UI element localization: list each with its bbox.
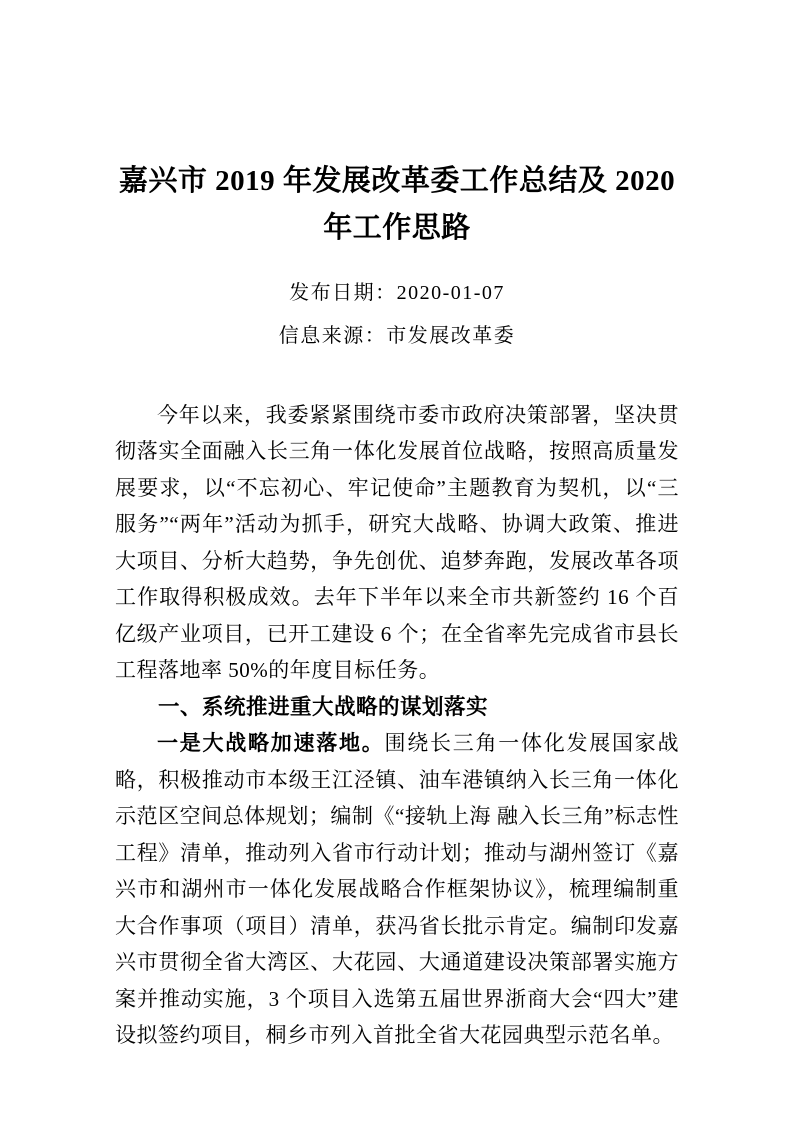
paragraph-2-lead: 一是大战略加速落地。 — [157, 731, 385, 756]
publish-date: 发布日期：2020-01-07 — [289, 281, 505, 304]
document-title-line-1: 嘉兴市 2019 年发展改革委工作总结及 2020 — [118, 165, 676, 198]
document-meta — [115, 272, 679, 358]
document-title — [115, 158, 679, 252]
body-paragraph-2 — [115, 725, 679, 1054]
info-source: 信息来源：市发展改革委 — [278, 324, 516, 347]
section-heading-1: 一、系统推进重大战略的谋划落实 — [158, 694, 489, 719]
paragraph-2-text: 围绕长三角一体化发展国家战略，积极推动市本级王江泾镇、油车港镇纳入长三角一体化示范区空间总体规划；编制《“接轨上海 融入长三角”标志性工程》清单，推动列入省市行动计划；推动与湖州签订《嘉兴市和湖州市一体化发展战略合作框架协议》，梳理编制重大合作事项（项目）清单，获冯省长批示肯定。编制印发嘉兴市贯彻全省大湾区、大花园、大通道建设决策部署实施方案并推动实施，3 个项目入选第五届世界浙商大会“四大”建设拟签约项目，桐乡市列入首批全省大花园典型示范名单。 — [115, 731, 679, 1048]
document-title-line-2: 年工作思路 — [323, 212, 471, 245]
document-body — [115, 397, 679, 1054]
body-paragraph-1: 今年以来，我委紧紧围绕市委市政府决策部署，坚决贯彻落实全面融入长三角一体化发展首位战略，按照高质量发展要求，以“不忘初心、牢记使命”主题教育为契机，以“三服务”“两年”活动为抓手，研究大战略、协调大政策、推进大项目、分析大趋势，争先创优、追梦奔跑，发展改革各项工作取得积极成效。去年下半年以来全市共新签约 16 个百亿级产业项目，已开工建设 6 个；在全省率先完成省市县长工程落地率 50%的年度目标任务。 — [115, 402, 679, 683]
